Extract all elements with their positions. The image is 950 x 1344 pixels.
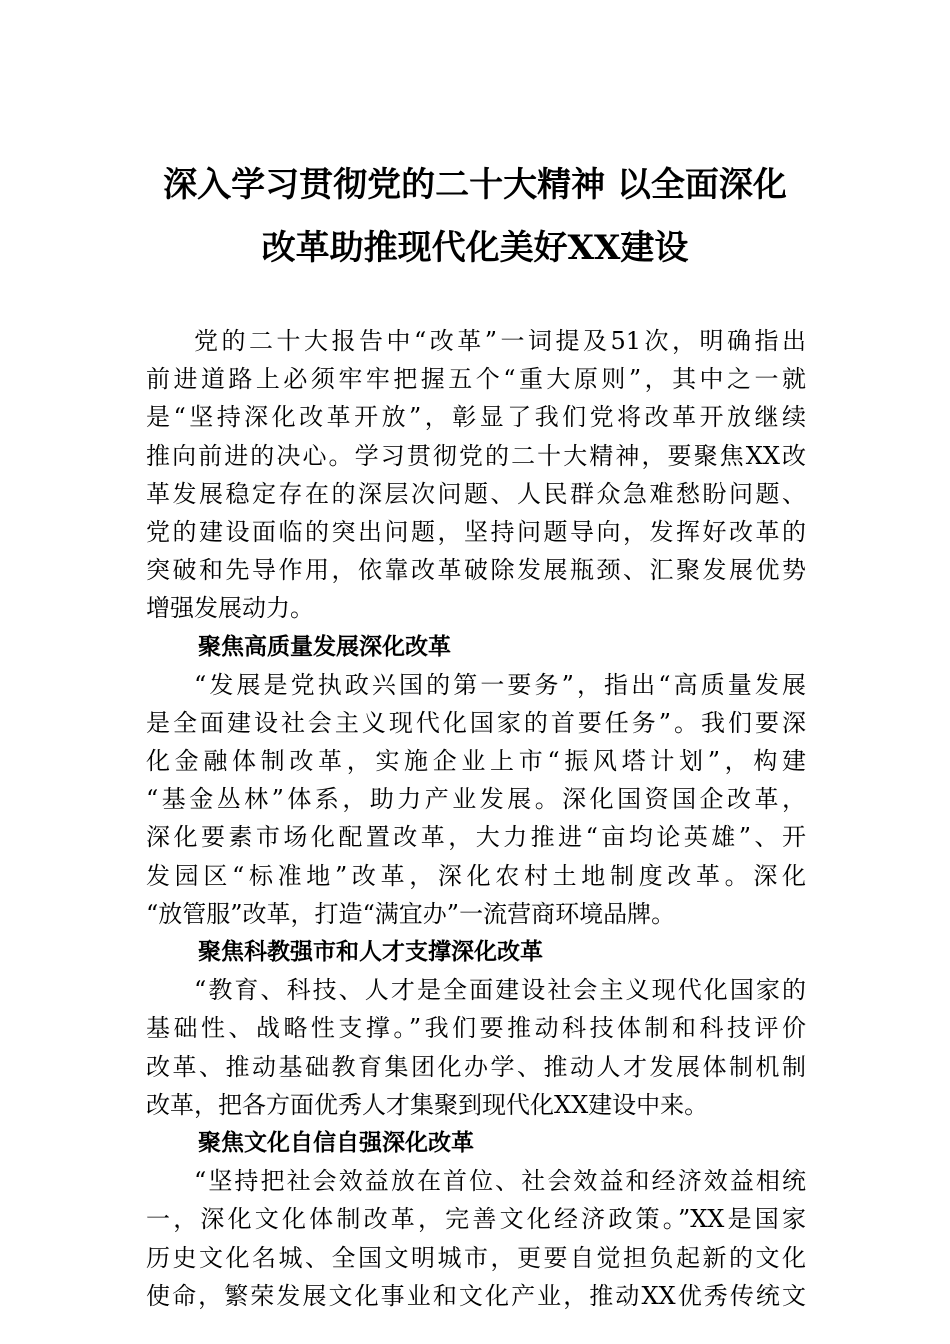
paragraph-line: 是“坚持深化改革开放”，彰显了我们党将改革开放继续 bbox=[146, 403, 806, 432]
paragraph-line: 改革，把各方面优秀人才集聚到现代化XX建设中来。 bbox=[146, 1090, 709, 1119]
paragraph-line: “坚持把社会效益放在首位、社会效益和经济效益相统 bbox=[194, 1167, 806, 1196]
paragraph-line: 是全面建设社会主义现代化国家的首要任务”。我们要深 bbox=[146, 708, 806, 737]
paragraph-line: 化金融体制改革，实施企业上市“振风塔计划”，构建 bbox=[146, 747, 806, 776]
paragraph-line: 深化要素市场化配置改革，大力推进“亩均论英雄”、开 bbox=[146, 823, 806, 852]
document-body bbox=[146, 322, 806, 1315]
paragraph-line: 一，深化文化体制改革，完善文化经济政策。”XX是国家 bbox=[146, 1205, 806, 1234]
document-title-line-1: 深入学习贯彻党的二十大精神 以全面深化 bbox=[163, 165, 787, 205]
paragraph-line: 党的二十大报告中“改革”一词提及51次，明确指出 bbox=[194, 327, 806, 355]
paragraph-line: 增强发展动力。 bbox=[146, 594, 314, 623]
paragraph-line: 党的建设面临的突出问题，坚持问题导向，发挥好改革的 bbox=[146, 517, 806, 546]
section-heading: 聚焦文化自信自强深化改革 bbox=[198, 1128, 474, 1156]
paragraph-line: 前进道路上必须牢牢把握五个“重大原则”，其中之一就 bbox=[146, 365, 806, 394]
paragraph-line: “基金丛林”体系，助力产业发展。深化国资国企改革， bbox=[146, 785, 806, 814]
paragraph-line: 发园区“标准地”改革，深化农村土地制度改革。深化 bbox=[146, 861, 806, 890]
paragraph-line: 突破和先导作用，依靠改革破除发展瓶颈、汇聚发展优势 bbox=[146, 556, 806, 585]
section-heading: 聚焦科教强市和人才支撑深化改革 bbox=[198, 938, 543, 965]
paragraph-line: “发展是党执政兴国的第一要务”，指出“高质量发展 bbox=[194, 670, 806, 699]
section-heading: 聚焦高质量发展深化改革 bbox=[198, 632, 451, 660]
paragraph-line: 改革、推动基础教育集团化办学、推动人才发展体制机制 bbox=[146, 1052, 806, 1081]
paragraph-line: 使命，繁荣发展文化事业和文化产业，推动XX优秀传统文 bbox=[146, 1281, 806, 1310]
paragraph-line: 革发展稳定存在的深层次问题、人民群众急难愁盼问题、 bbox=[146, 479, 806, 508]
document-title-line-2: 改革助推现代化美好XX建设 bbox=[261, 228, 689, 268]
paragraph-line: “教育、科技、人才是全面建设社会主义现代化国家的 bbox=[194, 976, 806, 1005]
paragraph-line: 历史文化名城、全国文明城市，更要自觉担负起新的文化 bbox=[146, 1243, 806, 1272]
paragraph-line: “放管服”改革，打造“满宜办”一流营商环境品牌。 bbox=[146, 899, 676, 928]
paragraph-line: 基础性、战略性支撑。”我们要推动科技体制和科技评价 bbox=[146, 1014, 806, 1043]
paragraph-line: 推向前进的决心。学习贯彻党的二十大精神，要聚焦XX改 bbox=[146, 441, 806, 470]
